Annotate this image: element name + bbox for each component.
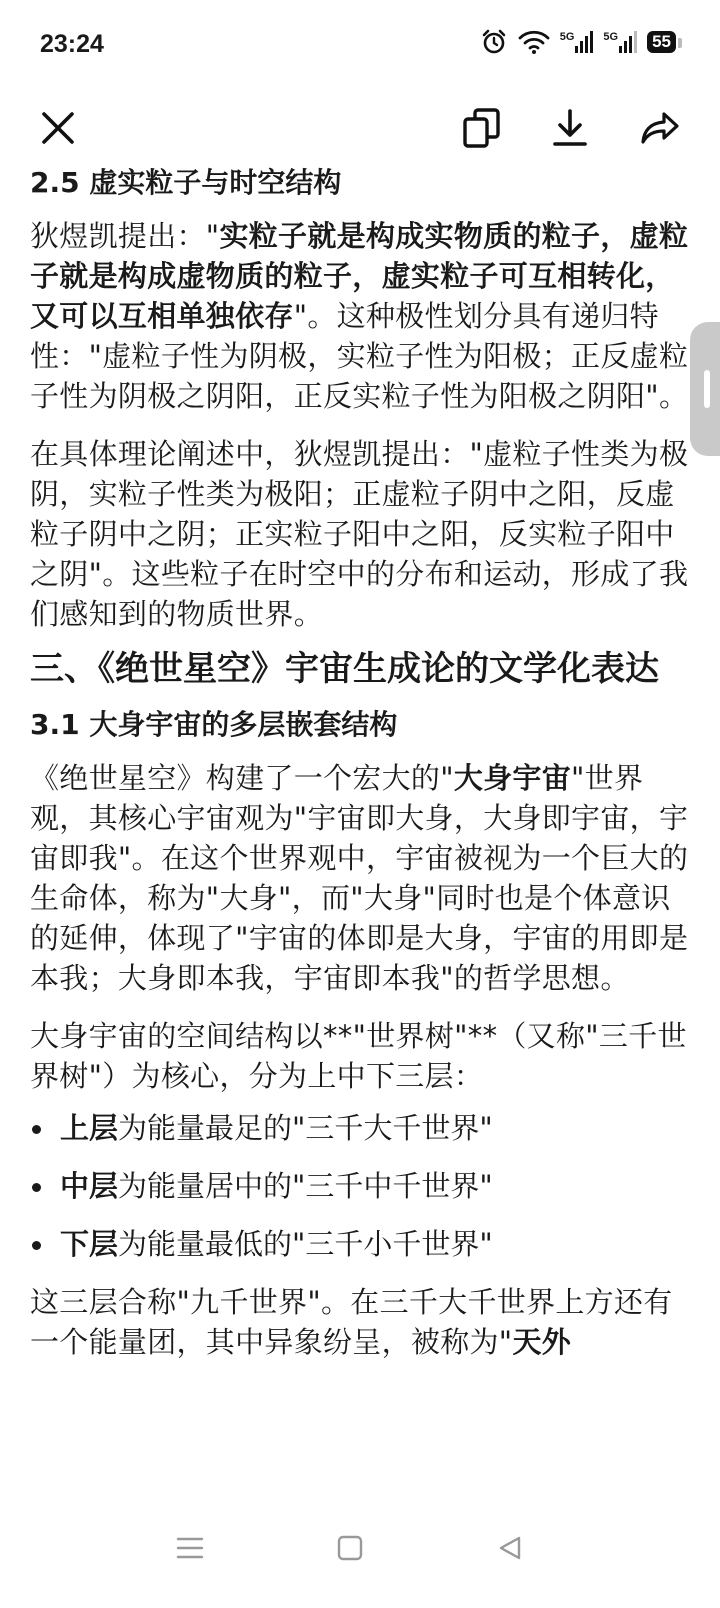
home-button[interactable] [320, 1518, 380, 1578]
share-button[interactable] [630, 98, 690, 158]
close-icon [40, 110, 76, 146]
back-icon [496, 1534, 524, 1562]
section-heading-3-1: 3.1 大身宇宙的多层嵌套结构 [30, 708, 398, 741]
home-icon [336, 1534, 364, 1562]
menu-button[interactable] [160, 1518, 220, 1578]
network-type-1: 5G [559, 31, 575, 43]
menu-icon [175, 1535, 205, 1561]
section-heading-2-5: 2.5 虚实粒子与时空结构 [30, 166, 342, 199]
copy-icon [463, 108, 501, 148]
paragraph-1: 狄煜凯提出："实粒子就是构成实物质的粒子，虚粒子就是构成虚物质的粒子，虚实粒子可互相转化，又可以互相单独依存"。这种极性划分具有递归特性："虚粒子性为阴极，实粒子性为阳极；正反虚粒子性为阴极之阴阳，正反实粒子性为阳极之阴阳"。 [30, 219, 689, 413]
wifi-icon [518, 29, 550, 55]
paragraph-3: 《绝世星空》构建了一个宏大的"大身宇宙"世界观，其核心宇宙观为"宇宙即大身，大身即宇宙，宇宙即我"。在这个世界观中，宇宙被视为一个巨大的生命体，称为"大身"，而"大身"同时也是个体意识的延伸，体现了"宇宙的体即是大身，宇宙的用即是本我；大身即本我，宇宙即本我"的哲学思想。 [30, 761, 689, 995]
status-icons [480, 28, 676, 56]
copy-button[interactable] [452, 98, 512, 158]
paragraph-4: 大身宇宙的空间结构以**"世界树"**（又称"三千世界树"）为核心，分为上中下三层： [30, 1019, 687, 1093]
signal-icon [560, 31, 594, 53]
paragraph-2: 在具体理论阐述中，狄煜凯提出："虚粒子性类为极阴，实粒子性类为极阳；正虚粒子阴中之阳，反虚粒子阴中之阴；正实粒子阳中之阳，反实粒子阳中之阴"。这些粒子在时空中的分布和运动，形成了我们感知到的物质世界。 [30, 437, 689, 631]
status-bar [0, 0, 720, 92]
article-content [30, 162, 690, 1362]
list-item: 中层为能量居中的"三千中千世界" [30, 1166, 690, 1206]
system-nav-bar [0, 1492, 720, 1608]
download-button[interactable] [540, 98, 600, 158]
layer-list [30, 1108, 690, 1264]
list-item: 下层为能量最低的"三千小千世界" [30, 1224, 690, 1264]
status-time: 23:24 [40, 30, 104, 58]
signal-icon-2 [603, 31, 637, 53]
back-button[interactable] [480, 1518, 540, 1578]
alarm-icon [480, 28, 508, 56]
section-heading-3: 三、《绝世星空》宇宙生成论的文学化表达 [30, 649, 659, 689]
network-type-2: 5G [603, 31, 619, 43]
share-icon [640, 110, 680, 146]
side-floating-tab[interactable] [690, 322, 720, 456]
download-icon [552, 108, 588, 148]
battery-icon: 55 [647, 31, 676, 53]
top-toolbar [0, 92, 720, 164]
paragraph-5: 这三层合称"九千世界"。在三千大千世界上方还有一个能量团，其中异象纷呈，被称为"天外 [30, 1285, 673, 1359]
drag-handle [704, 370, 710, 408]
close-button[interactable] [28, 98, 88, 158]
list-item: 上层为能量最足的"三千大千世界" [30, 1108, 690, 1148]
